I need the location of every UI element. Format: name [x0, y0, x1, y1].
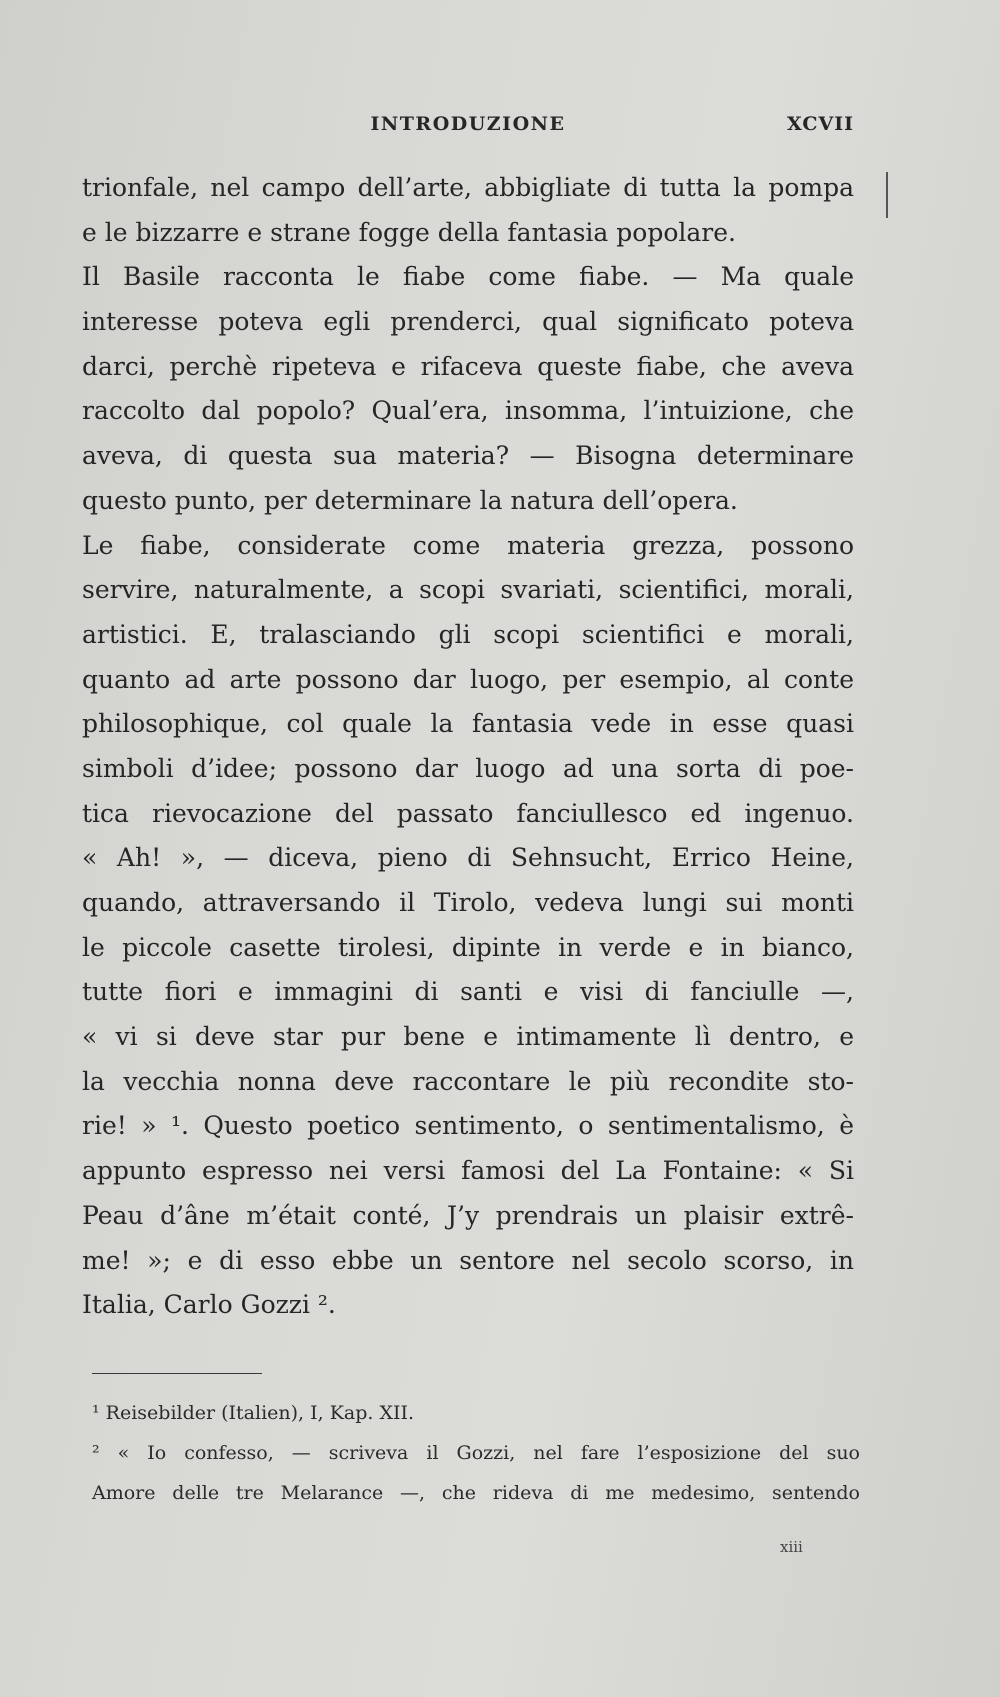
text-line: questo punto, per determinare la natura dell’opera. — [82, 485, 738, 515]
text-line: trionfale, nel campo dell’arte, abbigliate di tutta la pompa — [82, 173, 854, 202]
running-title: INTRODUZIONE — [370, 113, 566, 135]
text-line: me! »; e di esso ebbe un sentore nel secolo scorso, in — [82, 1245, 854, 1275]
text-line: raccolto dal popolo? Qual’era, insomma, l’intuizione, che — [82, 396, 854, 426]
footnotes — [92, 1393, 860, 1513]
text-line: servire, naturalmente, a scopi svariati, scientifici, morali, — [82, 575, 854, 605]
text-line: Italia, Carlo Gozzi ². — [82, 1290, 336, 1320]
signature-mark: xiii — [780, 1538, 803, 1556]
text-line: tutte fiori e immagini di santi e visi di fanciulle —, — [82, 977, 854, 1007]
text-line: « vi si deve star pur bene e intimamente lì dentro, e — [82, 1022, 854, 1052]
text-line: Il Basile racconta le fiabe come fiabe. — Ma quale — [82, 262, 854, 292]
text-line: appunto espresso nei versi famosi del La Fontaine: « Si — [82, 1156, 854, 1186]
footnote-line: Amore delle tre Melarance —, che rideva di me medesimo, sentendo — [92, 1482, 860, 1504]
text-line: e le bizzarre e strane fogge della fantasia popolare. — [82, 217, 736, 247]
main-text — [82, 166, 854, 1328]
text-line: rie! » ¹. Questo poetico sentimento, o sentimentalismo, è — [82, 1111, 854, 1141]
footnote-line: ² « Io confesso, — scriveva il Gozzi, nel fare l’esposizione del suo — [92, 1442, 860, 1464]
footnote-line: ¹ Reisebilder (Italien), I, Kap. XII. — [92, 1402, 415, 1424]
footnote-rule — [92, 1373, 262, 1374]
text-line: artistici. E, tralasciando gli scopi scientifici e morali, — [82, 619, 854, 649]
page-number: XCVII — [786, 113, 854, 135]
text-line: la vecchia nonna deve raccontare le più recondite sto- — [82, 1066, 854, 1096]
text-line: Le fiabe, considerate come materia grezza, possono — [82, 530, 854, 560]
page-header — [82, 113, 854, 153]
text-line: aveva, di questa sua materia? — Bisogna determinare — [82, 441, 854, 471]
text-line: quando, attraversando il Tirolo, vedeva lungi sui monti — [82, 888, 854, 917]
text-line: interesse poteva egli prenderci, qual significato poteva — [82, 307, 854, 337]
text-line: Peau d’âne m’était conté, J’y prendrais un plaisir extrê- — [82, 1200, 854, 1230]
text-line: darci, perchè ripeteva e rifaceva queste fiabe, che aveva — [82, 351, 854, 381]
text-line: philosophique, col quale la fantasia vede in esse quasi — [82, 709, 854, 739]
text-line: simboli d’idee; possono dar luogo ad una sorta di poe- — [82, 753, 854, 783]
text-line: tica rievocazione del passato fanciullesco ed ingenuo. — [82, 798, 854, 828]
text-line: le piccole casette tirolesi, dipinte in verde e in bianco, — [82, 932, 854, 962]
text-line: « Ah! », — diceva, pieno di Sehnsucht, Errico Heine, — [82, 843, 854, 873]
margin-mark — [886, 172, 888, 218]
text-line: quanto ad arte possono dar luogo, per esempio, al conte — [82, 664, 854, 694]
